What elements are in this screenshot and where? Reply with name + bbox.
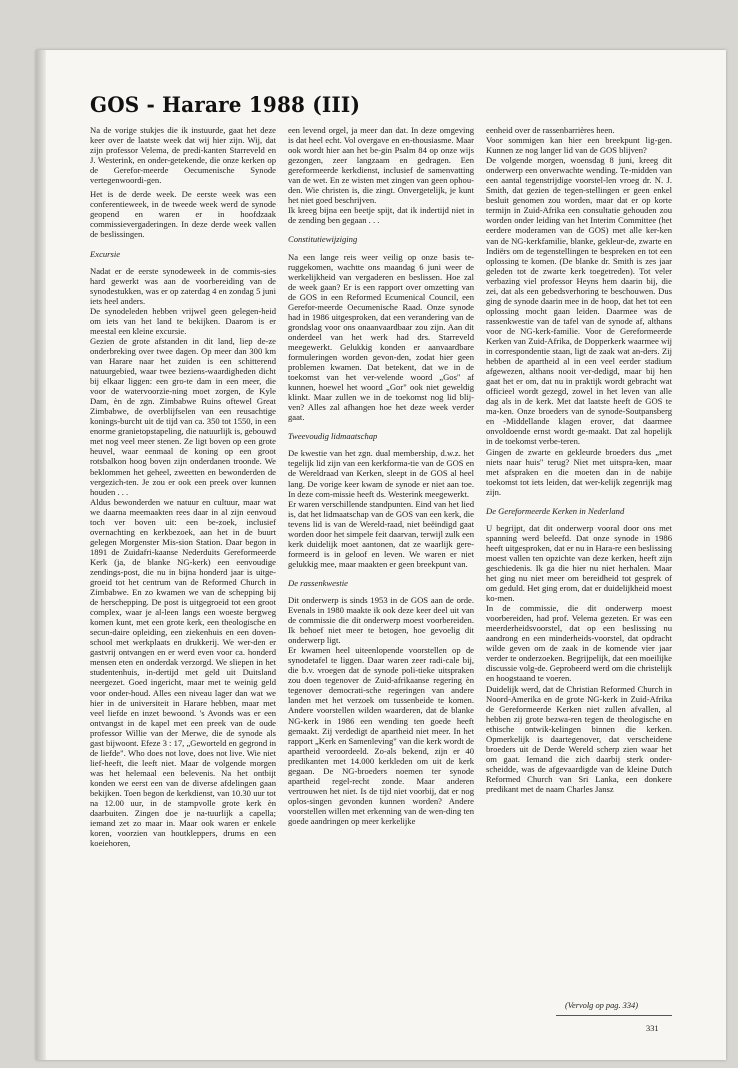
page-number: 331 — [646, 1024, 659, 1033]
footer-rule — [556, 1015, 672, 1016]
section-heading: De Gereformeerde Kerken in Nederland — [486, 505, 625, 516]
body-paragraph: een levend orgel, ja meer dan dat. In deze omgeving is dat heel echt. Vol overgave en en-thousiasme. Maar ook wordt hier aan het be-gin Psalm 84 op onze wijs gezongen, zeer langzaam en gedragen. Een gereformeerde kerkdienst, inclusief de samenvatting van de wet. En ze wisten met zingen van geen ophou-den. Wie christen is, die zingt. Onvergetelijk, je kunt het niet goed beschrijven. Ik kreeg bijna een beetje spijt, dat ik indertijd niet in de zending ben gegaan . . . — [288, 125, 474, 226]
body-paragraph: U begrijpt, dat dit onderwerp vooral door ons met spanning werd beleefd. Dat onze synode in 1986 heeft uitgesproken, dat er nu in Hara-re een beslissing moest vallen ten opzichte van deze kerken, heeft zijn geschiedenis. Ik ga die hier nu niet herhalen. Maar het ging nu niet meer om bereidheid tot gesprek of om geduld. Het ging erom, dat er duidelijkheid moest ko-men. In de commissie, die dit onderwerp moest voorbereiden, had prof. Velema gezeten. Er was een meerderheidsvoorstel, dat op een beslissing nu aandrong en een minderheids-voorstel, dat opdracht wilde geven om de zaak in de komende vier jaar verder te onderzoeken. Begrijpelijk, dat een moeilijke discussie volg-de. Geprobeerd werd om die christelijk en hoogstaand te voeren. Duidelijk werd, dat de Christian Reformed Church in Noord-Amerika en de grote NG-kerk in Zuid-Afrika de Gereformeerde Kerken niet zullen afvallen, al hebben zij grote bezwa-ren tegen de theologische en ethische ontwik-kelingen binnen die kerken. Opmerkelijk is daartegenover, dat verscheidene broeders uit de Derde Wereld scherp zien waar het om gaat. Iemand die zich daarbij sterk onder-scheidde, was de afgevaardigde van de kleine Dutch Reformed Church van Sri Lanka, een donkere predikant met de naam Charles Jansz — [486, 522, 672, 794]
section-heading: De rassenkwestie — [288, 577, 348, 588]
body-paragraph: Na een lange reis weer veilig op onze basis te-ruggekomen, wachtte ons maandag 6 juni weer de werkelijkheid van vergaderen en beslissen. Hoe zal de week gaan? Er is een rapport over omzetting van de GOS in een Reformed Ecumenical Council, een Gerefor-meerde Oecumenische Raad. Onze synode had in 1986 uitgesproken, dat een verandering van de grondslag voor ons onaanvaardbaar zou zijn. Aan dit onderdeel van het werk had drs. Starreveld meegewerkt. Gelukkig konden er aanvaardbare formuleringen worden gevon-den, zodat hier geen problemen kwamen. Dat betekent, dat we in de toekomst van het ver-velende woord „Gos" af kunnen, hoewel het woord „Gor" ook niet geweldig klinkt. Maar zullen we in de toekomst nog lid blij-ven? Alles zal afhangen hoe het deze week verder gaat. — [288, 251, 474, 423]
continuation-note: (Vervolg op pag. 334) — [565, 1001, 639, 1010]
article-title: GOS - Harare 1988 (III) — [90, 92, 361, 117]
body-paragraph: Dit onderwerp is sinds 1953 in de GOS aan de orde. Evenals in 1980 maakte ik ook deze keer deel uit van de commissie die dit onderwerp moest voorbereiden. Ik behoef niet meer te betogen, hoe gevoelig dit onderwerp ligt. Er kwamen heel uiteenlopende voorstellen op de synodetafel te liggen. Daar waren zeer radi-cale bij, die b.v. vroegen dat de synode poli-tieke uitspraken zou doen tegenover de Zuid-afrikaanse regering èn tegenover democrati-sche regeringen van andere landen met het verzoek om tussenbeide te komen. Andere voorstellen wilden waarderen, dat de blanke NG-kerk in 1986 een wending ten goede heeft gemaakt. Zij verdedigt de apartheid niet meer. In het rapport „Kerk en Samenleving" van die kerk wordt de apartheid veroordeeld. Zo-als bekend, zijn er 40 predikanten met 14.000 kerkleden om uit de kerk gegaan. De NG-broeders noemen ter synode apartheid regel-recht zonde. Maar anderen vertrouwen het niet. Is de tijd niet voorbij, dat er nog oplos-singen gevonden kunnen worden? Andere voorstellen willen met erkenning van de wen-ding ten goede aandringen op meer kerkelijke — [288, 594, 474, 826]
body-paragraph: Nadat er de eerste synodeweek in de commis-sies hard gewerkt was aan de voorbereiding van de synodestukken, was er op zaterdag 4 en zondag 5 juni iets heel anders. De synodeleden hebben vrijwel geen gelegen-heid om iets van het land te bekijken. Daarom is er meestal een kleine excursie. Gezien de grote afstanden in dit land, liep de-ze onderbreking over twee dagen. Op meer dan 300 km van Harare naar het zuiden is een schitterend natuurgebied, waar twee beziens-waardigheden dicht bij elkaar liggen: een gro-te dam in een meer, die voor de watervoorzie-ning moet zorgen, de Kyle Dam, èn de zgn. Zimbabwe Ruins oftewel Great Zimbabwe, de overblijfselen van een reusachtige konings-burcht uit de tijd van ca. 350 tot 1550, in een enorme granietopstapeling, die natuurlijk is, gebouwd met nog veel meer stenen. Ze ligt boven op een grote heuvel, waar eenmaal de koning op een groot rotsbalkon hoog boven zijn onderdanen troonde. We beklommen het geheel, zweetten en bewonderden de vergezich-ten. Je zou er ook een preek over kunnen houden . . . Aldus bewonderden we natuur en cultuur, maar wat we daarna meemaakten rees daar in al zijn eenvoud toch ver boven uit: een be-zoek, inclusief overnachting en kerkbezoek, aan het in de buurt gelegen Morgenster Mis-sion Station. Daar begon in 1891 de Zuidafri-kaanse Nederduits Gereformeerde Kerk (ja, de blanke NG-kerk) een eenvoudige zendings-post, die nu in bijna honderd jaar is uitge-groeid tot het centrum van de Reformed Church in Zimbabwe. En zo kwamen we van de schepping bij de herschepping. De post is uitgegroeid tot een groot complex, waar je al-leen langs een woeste bergweg komen kunt, met een grote kerk, een theologische en secun-daire opleiding, een ziekenhuis en een doven-school met werkplaats en drukkerij. We wer-den er gastvrij ontvangen en er werd even voor ca. honderd mensen eten en onderdak verzorgd. We sliepen in het studentenhuis, in-dertijd met geld uit Duitsland neergezet. Goed ingericht, maar met te weinig geld voor onder-houd. Alles een niveau lager dan wat we hier in de universiteit in Harare hebben, maar met veel liefde en inzet bewoond. 's Avonds was er een ontvangst in de kapel met een preek van de oude professor Willie van der Merwe, die de synode als gast bijwoont. Efeze 3 : 17, „Geworteld en gegrond in de liefde". Who does not love, does not live. Wie niet lief-heeft, die leeft niet. Maar de volgende morgen was het helemaal een belevenis. Na het ontbijt konden we eerst een van de diverse afdelingen gaan bekijken. Toen begon de kerkdienst, van 10.30 uur tot na 12.00 uur, in de stampvolle grote kerk èn daarbuiten. Zingen doe je na-tuurlijk a capella; iemand zet zo maar in. Maar ook waren er enkele koren, voorzien van houtkleppers, drums en een koeiehoren, — [90, 265, 276, 849]
body-paragraph: Na de vorige stukjes die ik instuurde, gaat het deze keer over de laatste week dat wij hier zijn. Wij, dat zijn professor Velema, de predi-kanten Starreveld en J. Westerink, en onder-getekende, die onze kerken op de Gerefor-meerde Oecumenische Synode vertegenwoordi-gen. — [90, 125, 276, 186]
text-column-3 — [486, 125, 672, 798]
text-column-1 — [90, 125, 276, 852]
section-heading: Excursie — [90, 248, 121, 259]
page-binding-gutter — [36, 50, 46, 1060]
body-paragraph: eenheid over de rassenbarrières heen. Voor sommigen kan hier een breekpunt lig-gen. Kunnen ze nog langer lid van de GOS blijven? De volgende morgen, woensdag 8 juni, kreeg dit onderwerp een onverwachte wending. Te-midden van een aantal tegenstrijdige voorstel-len vroeg dr. N. J. Smith, dat gezien de tegen-stellingen er geen enkel besluit genomen zou worden, maar dat er op korte termijn in Zuid-Afrika een consultatie gehouden zou worden onder leiding van het Interim Committee (het eerdere moderamen van de GOS) met alle ker-ken van de NG-kerkfamilie, blanke, gekleur-de, zwarte en Indiërs om de tegenstellingen te bespreken en tot een oplossing te komen. (De blanke dr. Smith is zes jaar geleden tot de zwarte kerk toegetreden). Tot veler verbazing viel professor Heyns hem daarin bij, die zei, dat als een gebedsverhoring te beschouwen. Dus ging de synode daarin mee in de hoop, dat het tot een oplossing mocht gaan leiden. Daarmee was de rassenkwestie van de tafel van de synode af, althans voor de NG-kerk-familie. Voor de Gereformeerde Kerken van Zuid-Afrika, de Dopperkerk waarmee wij in correspondentie staan, ligt de zaak wat an-ders. Zij hebben de apartheid al in een veel eerder stadium afgewezen, althans nooit ver-dedigd, maar bij hen gaat het er om, dat nu in praktijk wordt gebracht wat officieel wordt gezegd, zowel in het leven van alle dag als in de kerk. Met dat laatste heeft de GOS te ma-ken. Onze broeders van de synode-Soutpansberg en -Middellande klagen erover, dat daarmee onvoldoende ernst wordt ge-maakt. Dat zal hopelijk in de toekomst verbe-teren. Gingen de zwarte en gekleurde broeders dus „met niets naar huis" terug? Niet met uitspra-ken, maar met afspraken en die moeten dan in de nabije toekomst tot iets leiden, dat wer-kelijk zegenrijk mag zijn. — [486, 125, 672, 497]
body-paragraph: Het is de derde week. De eerste week was een conferentieweek, in de tweede week werd de synode geopend en waren er in hoofdzaak commissievergaderingen. In deze derde week vallen de beslissingen. — [90, 189, 276, 240]
body-paragraph: De kwestie van het zgn. dual membership, d.w.z. het tegelijk lid zijn van een kerkforma-tie van de GOS en de Wereldraad van Kerken, sleept in de GOS al heel lang. De vorige keer kwam de synode er niet aan toe. In deze com-missie heeft ds. Westerink meegewerkt. Er waren verschillende standpunten. Eind van het lied is, dat het lidmaatschap van de GOS van een kerk, die tevens lid is van de Wereld-raad, niet beëindigd gaat worden door het simpele feit daarvan, terwijl zulk een kerk duidelijk moet aantonen, dat ze waarlijk gere-formeerd is in geloof en leven. We waren er niet gelukkig mee, maar maakten er geen breekpunt van. — [288, 448, 474, 569]
section-heading: Tweevoudig lidmaatschap — [288, 431, 378, 442]
section-heading: Constitutiewijziging — [288, 234, 358, 245]
text-column-2 — [288, 125, 474, 830]
